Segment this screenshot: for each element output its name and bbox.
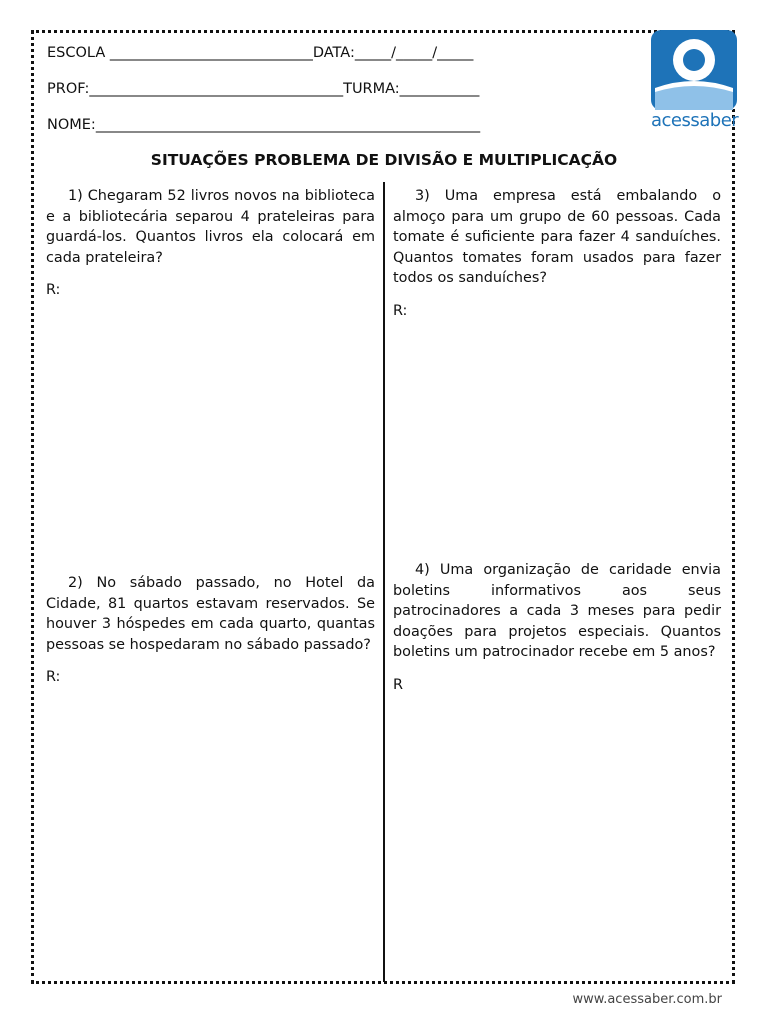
- question-1-text: 1) Chegaram 52 livros novos na biblioteca e a bibliotecária separou 4 prateleiras para guardá-los. Quantos livros ela colocará em cada prateleira?: [46, 188, 375, 266]
- footer-website: www.acessaber.com.br: [572, 992, 722, 1007]
- nome-line: NOME:_____________________________________________________: [47, 117, 481, 133]
- page-title: SITUAÇÕES PROBLEMA DE DIVISÃO E MULTIPLICAÇÃO: [150, 151, 618, 169]
- answer-label-1: R:: [46, 282, 61, 299]
- question-2-text: 2) No sábado passado, no Hotel da Cidade, 81 quartos estavam reservados. Se houver 3 hóspedes em cada quarto, quantas pessoas se hospedaram no sábado passado?: [46, 575, 375, 653]
- logo-book-shade: [655, 86, 733, 110]
- answer-label-2: R:: [46, 669, 61, 686]
- question-1: [46, 186, 375, 301]
- question-3: [393, 186, 721, 322]
- logo-text: acessaber: [651, 110, 739, 131]
- question-3-text: 3) Uma empresa está embalando o almoço para um grupo de 60 pessoas. Cada tomate é suficiente para fazer 4 sanduíches. Quantos tomates foram usados para fazer todos os sanduíches?: [393, 188, 721, 287]
- escola-data-line: ESCOLA ____________________________DATA:_____/_____/_____: [47, 45, 474, 61]
- answer-label-4: R: [393, 676, 403, 693]
- column-divider: [383, 182, 385, 982]
- question-4: [393, 560, 721, 696]
- question-2: [46, 573, 375, 688]
- answer-label-3: R:: [393, 302, 408, 319]
- question-4-text: 4) Uma organização de caridade envia boletins informativos aos seus patrocinadores a cada 3 meses para pedir doações para projetos especiais. Quantos boletins um patrocinador recebe em 5 anos?: [393, 562, 721, 661]
- prof-turma-line: PROF:___________________________________TURMA:___________: [47, 81, 480, 97]
- logo-head-inner: [683, 49, 705, 71]
